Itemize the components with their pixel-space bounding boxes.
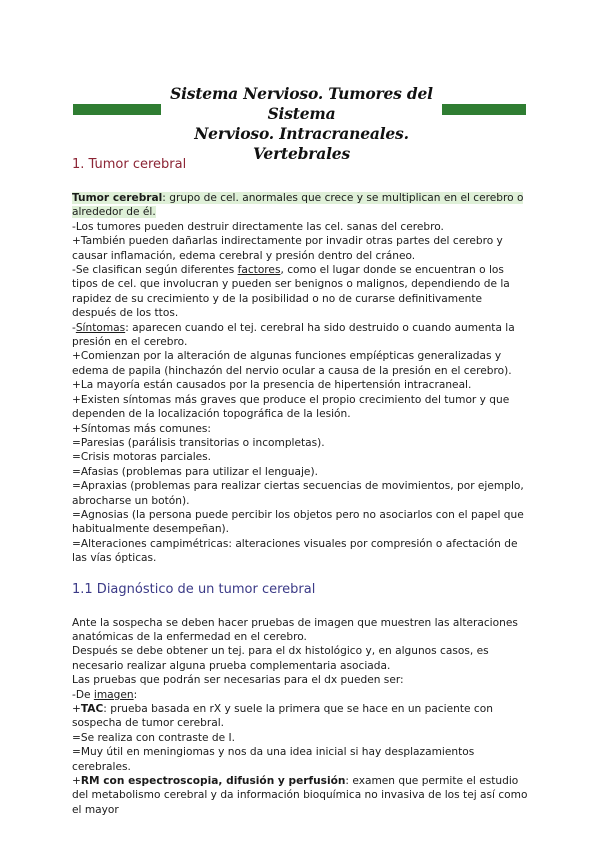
bold-term: TAC [80, 703, 104, 715]
document-title [161, 84, 442, 164]
title-line-1: Sistema Nervioso. Tumores del Sistema [170, 84, 433, 123]
list-item: =Muy útil en meningiomas y nos da una idea inicial si hay desplazamientos cerebrales. [72, 746, 475, 773]
title-bar-left [73, 104, 161, 115]
list-item: =Paresias (parálisis transitorias o incompletas). [72, 436, 325, 449]
definition-paragraph [72, 191, 528, 220]
underlined-term: Síntomas [75, 321, 126, 334]
paragraph: +Existen síntomas más graves que produce el propio crecimiento del tumor y que dependen de la localización topográfica de la lesión. [72, 393, 510, 421]
paragraph: Ante la sospecha se deben hacer pruebas de imagen que muestren las alteraciones anatómicas de la enfermedad en el cerebro. [72, 616, 518, 643]
underlined-term: factores [237, 264, 281, 277]
document-body [72, 156, 528, 817]
paragraph: -Se clasifican según diferentes factores, como el lugar donde se encuentran o los tipos de cel. que involucran y pueden ser benignos o malignos, dependiendo de la rapidez de su crecimiento y de la posibilidad o no de curarse definitivamente después de los ttos. [72, 264, 510, 320]
section-heading-diagnostico: 1.1 Diagnóstico de un tumor cerebral [72, 581, 316, 597]
list-item: =Apraxias (problemas para realizar ciertas secuencias de movimientos, por ejemplo, abrocharse un botón). [72, 480, 524, 507]
paragraph: +Síntomas más comunes: [72, 422, 211, 435]
title-line-2: Nervioso. Intracraneales. Vertebrales [194, 124, 409, 163]
list-item: =Agnosias (la persona puede percibir los objetos pero no asociarlos con el papel que habitualmente desempeñan). [72, 508, 524, 536]
definition-highlight [72, 192, 523, 218]
paragraph: Después se debe obtener un tej. para el dx histológico y, en algunos casos, es necesario realizar alguna prueba complementaria asociada. [72, 645, 489, 672]
paragraph: +Comienzan por la alteración de algunas funciones empíépticas generalizadas y edema de papila (hinchazón del nervio ocular a causa de la presión en el cerebro). [72, 350, 512, 377]
paragraph: +También pueden dañarlas indirectamente por invadir otras partes del cerebro y causar inflamación, edema cerebral y presión dentro del cráneo. [72, 235, 503, 262]
bold-term: RM con espectroscopia, difusión y perfusión [80, 775, 346, 788]
title-block [73, 84, 526, 163]
paragraph: -De imagen: [72, 688, 138, 701]
paragraph: -Los tumores pueden destruir directamente las cel. sanas del cerebro. [72, 220, 444, 233]
list-item: =Crisis motoras parciales. [72, 451, 212, 464]
paragraph: +RM con espectroscopia, difusión y perfusión: examen que permite el estudio del metabolismo cerebral y da información bioquímica no invasiva de los tej así como el mayor [72, 775, 528, 816]
list-item: =Se realiza con contraste de I. [72, 731, 235, 744]
title-bar-right [442, 104, 526, 115]
definition-text: : grupo de cel. anormales que crece y se multiplican en el cerebro o alrededor de él. [72, 192, 524, 219]
definition-term: Tumor cerebral [72, 192, 163, 204]
list-item: =Alteraciones campimétricas: alteraciones visuales por compresión o afectación de las vías ópticas. [72, 537, 518, 565]
paragraph: Las pruebas que podrán ser necesarias para el dx pueden ser: [72, 674, 404, 687]
paragraph: -Síntomas: aparecen cuando el tej. cerebral ha sido destruido o cuando aumenta la presión en el cerebro. [72, 321, 515, 349]
underlined-term: imagen [93, 688, 134, 701]
list-item: =Afasias (problemas para utilizar el lenguaje). [72, 465, 318, 478]
section-heading-tumor-cerebral: 1. Tumor cerebral [72, 157, 187, 172]
paragraph: +TAC: prueba basada en rX y suele la primera que se hace en un paciente con sospecha de tumor cerebral. [72, 703, 493, 730]
paragraph: +La mayoría están causados por la presencia de hipertensión intracraneal. [72, 379, 472, 392]
